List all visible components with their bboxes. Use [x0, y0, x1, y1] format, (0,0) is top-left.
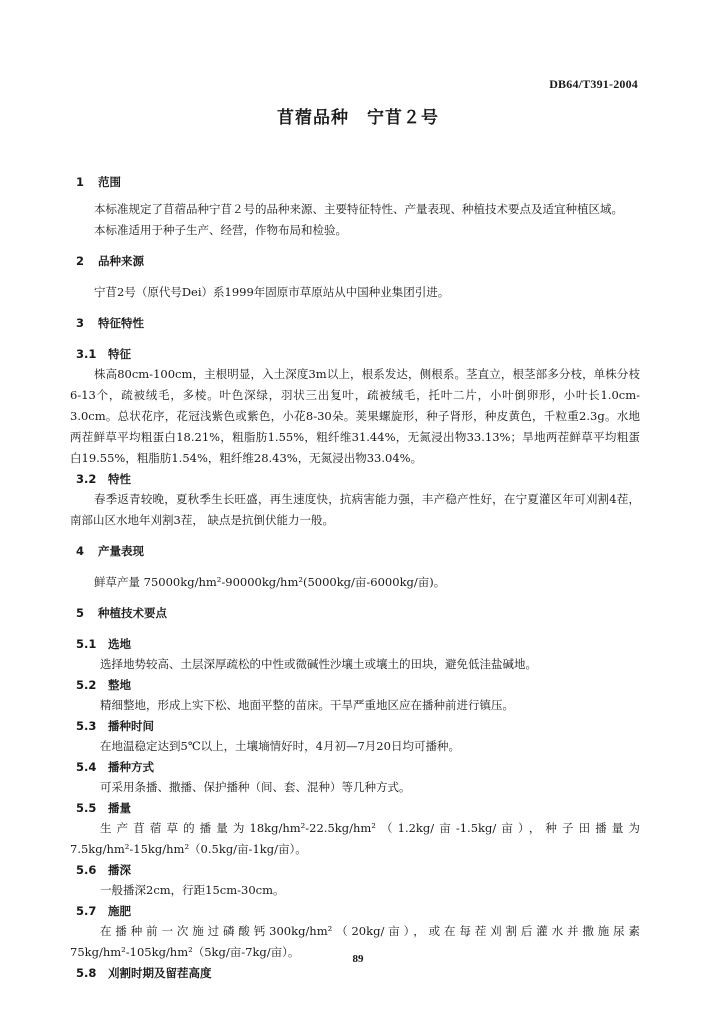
section-2-paragraph: 宁苜2号（原代号Dei）系1999年固原市草原站从中国种业集团引进。 [94, 285, 450, 299]
section-3-2-paragraph: 春季返青较晚，夏秋季生长旺盛，再生速度快，抗病害能力强，丰产稳产性好，在宁夏灌区年可刈割4茬，南部山区水地年刈割3茬， 缺点是抗倒伏能力一般。 [70, 492, 640, 527]
section-1-paragraph-1: 本标准规定了苜蓿品种宁苜２号的品种来源、主要特征特性、产量表现、种植技术要点及适宜种植区域。 [94, 202, 623, 216]
section-5-heading: 5 种植技术要点 [76, 606, 167, 620]
document-body [70, 172, 640, 983]
section-5-1-heading: 5.1 选地 [76, 637, 131, 651]
section-3-heading: 3 特征特性 [76, 316, 144, 330]
section-5-6-paragraph: 一般播深2cm，行距15cm-30cm。 [100, 883, 285, 897]
title-part2: 宁苜２号 [367, 108, 439, 128]
section-5-7-heading: 5.7 施肥 [76, 904, 131, 918]
section-5-4-heading: 5.4 播种方式 [76, 760, 154, 774]
section-5-5-heading: 5.5 播量 [76, 801, 131, 815]
section-5-2-heading: 5.2 整地 [76, 678, 131, 692]
section-5-3-heading: 5.3 播种时间 [76, 719, 154, 733]
section-4-paragraph: 鲜草产量 75000kg/hm²-90000kg/hm²(5000kg/亩-6000kg/亩)。 [94, 575, 446, 589]
page-number: 89 [352, 953, 364, 965]
section-1-heading: 1 范围 [76, 175, 121, 189]
section-3-1-heading: 3.1 特征 [76, 347, 131, 361]
section-2-heading: 2 品种来源 [76, 254, 144, 268]
section-5-8-heading: 5.8 刈割时期及留茬高度 [76, 966, 212, 980]
section-3-1-paragraph: 株高80cm-100cm，主根明显，入土深度3m以上，根系发达，侧根系。茎直立，根茎部多分枝，单株分枝6-13个，疏被绒毛，多棱。叶色深绿，羽状三出复叶，疏被绒毛，托叶二片，小叶倒卵形，小叶长1.0cm-3.0cm。总状花序，花冠浅紫色或紫色，小花8-30朵。荚果螺旋形，种子肾形，种皮黄色，千粒重2.3g。水地两茬鲜草平均粗蛋白18.21%，粗脂肪1.55%，粗纤维31.44%，无氮浸出物33.13%；旱地两茬鲜草平均粗蛋白19.55%，粗脂肪1.54%，粗纤维28.43%，无氮浸出物33.04%。 [70, 367, 640, 465]
section-5-3-paragraph: 在地温稳定达到5℃以上，土壤墒情好时，4月初—7月20日均可播种。 [100, 739, 460, 753]
title-part1: 苜蓿品种 [277, 108, 349, 128]
section-1-paragraph-2: 本标准适用于种子生产、经营，作物布局和检验。 [94, 223, 347, 237]
section-5-7-paragraph: 在播种前一次施过磷酸钙300kg/hm²（20kg/亩），或在每茬刈割后灌水并撒施尿素75kg/hm²-105kg/hm²（5kg/亩-7kg/亩）。 [70, 924, 640, 959]
section-4-heading: 4 产量表现 [76, 544, 144, 558]
section-5-5-paragraph: 生产苜蓿草的播量为18kg/hm²-22.5kg/hm²（1.2kg/亩-1.5kg/亩），种子田播量为7.5kg/hm²-15kg/hm²（0.5kg/亩-1kg/亩）。 [70, 821, 640, 856]
section-5-6-heading: 5.6 播深 [76, 863, 131, 877]
section-5-4-paragraph: 可采用条播、撒播、保护播种（间、套、混种）等几种方式。 [100, 780, 411, 794]
section-5-1-paragraph: 选择地势较高、土层深厚疏松的中性或微碱性沙壤土或壤土的田块，避免低洼盐碱地。 [100, 657, 537, 671]
document-number: DB64/T391-2004 [549, 77, 638, 91]
document-title [0, 103, 716, 128]
section-5-2-paragraph: 精细整地，形成上实下松、地面平整的苗床。干旱严重地区应在播种前进行镇压。 [100, 698, 514, 712]
section-3-2-heading: 3.2 特性 [76, 472, 131, 486]
